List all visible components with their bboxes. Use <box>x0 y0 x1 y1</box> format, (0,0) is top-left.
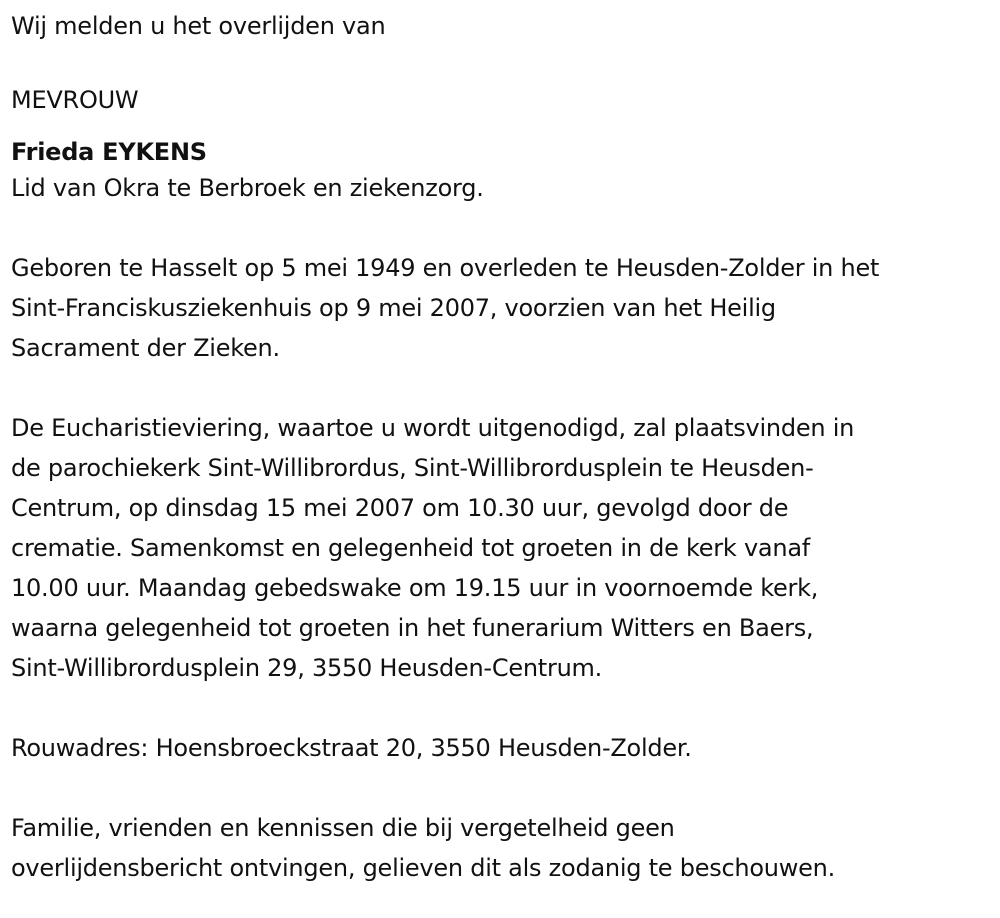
paragraph-line: Sacrament der Zieken. <box>11 334 280 362</box>
paragraph-line: Sint-Franciskusziekenhuis op 9 mei 2007, voorzien van het Heilig <box>11 294 776 322</box>
paragraph-line: Centrum, op dinsdag 15 mei 2007 om 10.30 uur, gevolgd door de <box>11 494 789 522</box>
spacer <box>11 688 996 728</box>
spacer <box>11 768 996 808</box>
paragraph-line: Sint-Willibrordusplein 29, 3550 Heusden-Centrum. <box>11 654 603 682</box>
paragraph-line: waarna gelegenheid tot groeten in het funerarium Witters en Baers, <box>11 614 814 642</box>
intro-text: Wij melden u het overlijden van <box>11 12 386 40</box>
membership-text: Lid van Okra te Berbroek en ziekenzorg. <box>11 174 484 202</box>
paragraph-line: Familie, vrienden en kennissen die bij vergetelheid geen <box>11 814 675 842</box>
mourning-address: Rouwadres: Hoensbroeckstraat 20, 3550 Heusden-Zolder. <box>11 734 692 762</box>
closing-paragraph <box>11 808 996 888</box>
spacer <box>11 208 996 248</box>
spacer <box>11 368 996 408</box>
paragraph-line: overlijdensbericht ontvingen, gelieven dit als zodanig te beschouwen. <box>11 854 835 882</box>
paragraph-line: de parochiekerk Sint-Willibrordus, Sint-Willibrordusplein te Heusden- <box>11 454 814 482</box>
paragraph-line: 10.00 uur. Maandag gebedswake om 19.15 uur in voornoemde kerk, <box>11 574 819 602</box>
title-prefix: MEVROUW <box>11 86 139 114</box>
spacer <box>11 44 996 80</box>
death-notice <box>11 8 996 888</box>
ceremony-paragraph <box>11 408 996 688</box>
paragraph-line: De Eucharistieviering, waartoe u wordt uitgenodigd, zal plaatsvinden in <box>11 414 855 442</box>
deceased-name: Frieda EYKENS <box>11 138 207 166</box>
paragraph-line: crematie. Samenkomst en gelegenheid tot groeten in de kerk vanaf <box>11 534 810 562</box>
birth-death-paragraph <box>11 248 996 368</box>
paragraph-line: Geboren te Hasselt op 5 mei 1949 en overleden te Heusden-Zolder in het <box>11 254 880 282</box>
